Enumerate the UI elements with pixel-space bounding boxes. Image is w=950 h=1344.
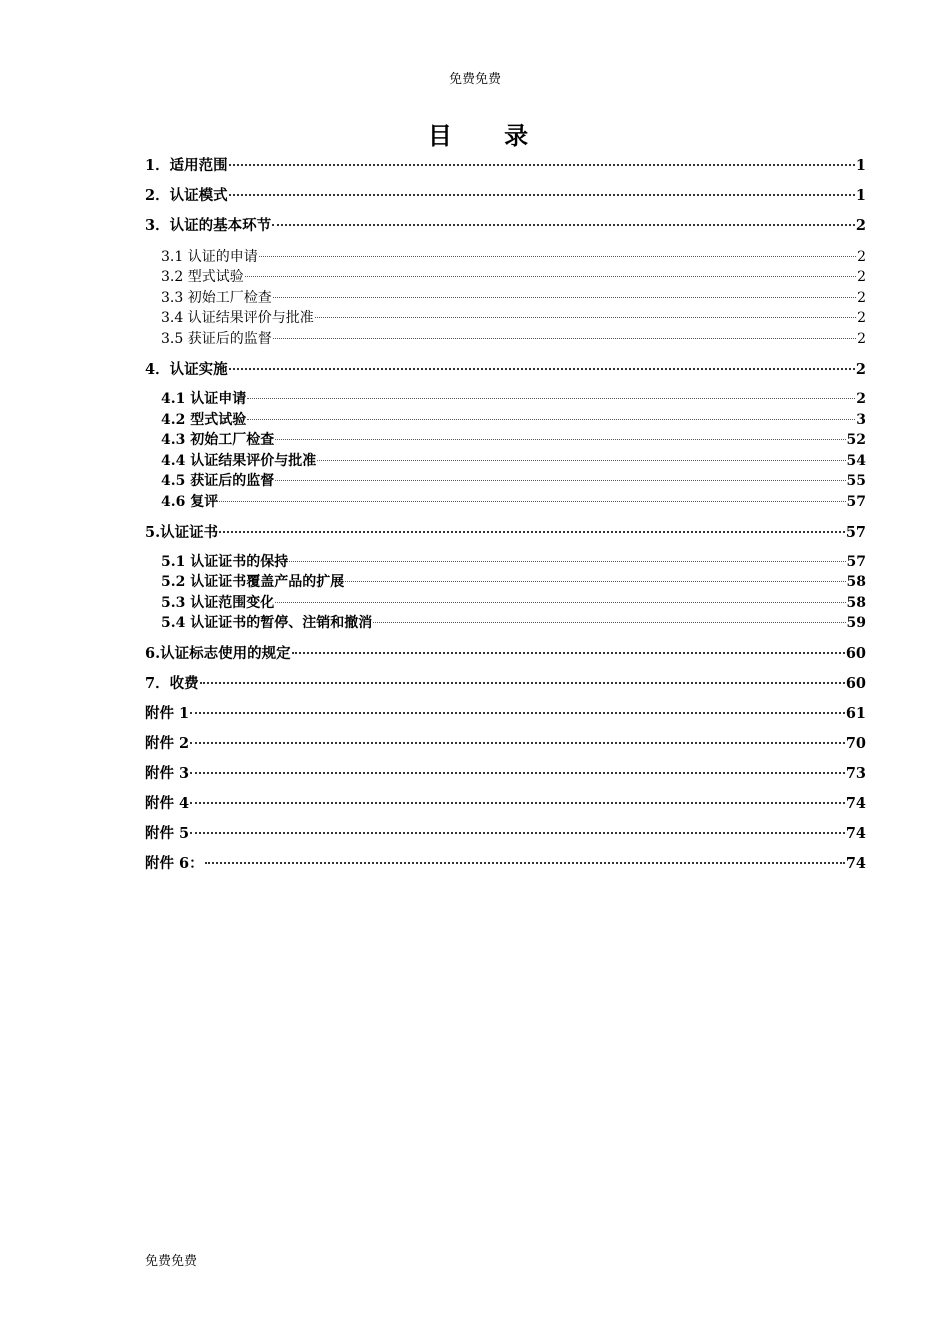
dot-leader (317, 460, 845, 461)
toc-entry-page: 57 (845, 524, 866, 541)
toc-entry-page: 2 (856, 391, 866, 407)
toc-entry-label: 4.2 型式试验 (161, 412, 247, 428)
toc-subentry[interactable] (145, 491, 866, 511)
toc-entry[interactable] (145, 521, 866, 542)
page-footer-note: 免费免费 (145, 1254, 198, 1269)
toc-subentry[interactable] (145, 328, 866, 348)
toc-subentry[interactable] (145, 388, 866, 408)
dot-leader (190, 772, 845, 774)
toc-entry-label: 附件 6： (145, 855, 204, 872)
toc-entry-label: 附件 3 (145, 765, 190, 782)
toc-subentry[interactable] (145, 287, 866, 307)
dot-leader (275, 602, 845, 603)
toc-entry-label: 6.认证标志使用的规定 (145, 645, 291, 662)
toc-entry-label: 5.4 认证证书的暂停、注销和撤消 (161, 615, 373, 631)
page-header-note: 免费免费 (448, 72, 501, 87)
dot-leader (190, 832, 845, 834)
toc-entry-page: 60 (845, 675, 866, 692)
toc-entry-page: 74 (845, 795, 866, 812)
toc-entry-page: 3 (856, 412, 866, 428)
toc-entry-page: 57 (846, 554, 866, 570)
toc-entry-page: 2 (857, 331, 866, 347)
toc-title: 目 录 (427, 121, 551, 150)
toc-entry-label: 5.1 认证证书的保持 (161, 554, 289, 570)
toc-entry-label: 3．认证的基本环节 (145, 217, 272, 234)
toc-entry[interactable] (145, 184, 866, 205)
toc-subentry[interactable] (145, 592, 866, 612)
toc-entry[interactable] (145, 214, 866, 235)
dot-leader (292, 652, 845, 654)
toc-entry-page: 1 (855, 187, 866, 204)
dot-leader (273, 338, 856, 339)
dot-leader (229, 368, 855, 370)
toc-entry-label: 3.1 认证的申请 (161, 249, 258, 265)
toc-subentry[interactable] (145, 409, 866, 429)
toc-entry[interactable] (145, 822, 866, 843)
toc-entry[interactable] (145, 762, 866, 783)
toc-entry-page: 58 (846, 595, 866, 611)
toc-entry-label: 5.2 认证证书覆盖产品的扩展 (161, 574, 345, 590)
toc-entry[interactable] (145, 702, 866, 723)
toc-entry[interactable] (145, 732, 866, 753)
toc-entry-label: 4.6 复评 (161, 494, 219, 510)
toc-entry[interactable] (145, 792, 866, 813)
toc-entry-label: 1．适用范围 (145, 157, 228, 174)
toc-subentry[interactable] (145, 307, 866, 327)
dot-leader (229, 194, 855, 196)
toc-entry-page: 58 (846, 574, 866, 590)
toc-entry-page: 59 (846, 615, 866, 631)
toc-subentry[interactable] (145, 450, 866, 470)
toc-entry[interactable] (145, 642, 866, 663)
toc-entry[interactable] (145, 852, 866, 873)
toc-entry-page: 2 (855, 217, 866, 234)
toc-subentry[interactable] (145, 429, 866, 449)
toc-entry-page: 1 (855, 157, 866, 174)
toc-entry-label: 3.3 初始工厂检查 (161, 290, 272, 306)
dot-leader (273, 297, 856, 298)
toc-entry-label: 4.5 获证后的监督 (161, 473, 275, 489)
toc-entry-page: 2 (857, 249, 866, 265)
dot-leader (275, 439, 845, 440)
toc-subentry[interactable] (145, 470, 866, 490)
toc-entry-label: 附件 2 (145, 735, 190, 752)
toc-entry[interactable] (145, 358, 866, 379)
toc-entry-page: 2 (857, 269, 866, 285)
toc-entry-label: 3.2 型式试验 (161, 269, 244, 285)
dot-leader (200, 682, 845, 684)
toc-entry-page: 60 (845, 645, 866, 662)
toc-entry-page: 55 (846, 473, 866, 489)
toc-entry-page: 70 (845, 735, 866, 752)
toc-entry-label: 4．认证实施 (145, 361, 228, 378)
toc-entry[interactable] (145, 154, 866, 175)
toc-entry-page: 52 (846, 432, 866, 448)
dot-leader (245, 276, 856, 277)
toc-subentry[interactable] (145, 266, 866, 286)
toc-entry-page: 2 (857, 310, 866, 326)
dot-leader (219, 531, 845, 533)
toc-entry-label: 4.3 初始工厂检查 (161, 432, 275, 448)
toc-entry-page: 74 (845, 855, 866, 872)
dot-leader (190, 802, 845, 804)
toc-entry-label: 3.5 获证后的监督 (161, 331, 272, 347)
dot-leader (315, 317, 856, 318)
dot-leader (229, 164, 855, 166)
toc-subentry[interactable] (145, 551, 866, 571)
toc-entry-page: 2 (857, 290, 866, 306)
dot-leader (345, 581, 845, 582)
toc-entry-page: 2 (855, 361, 866, 378)
dot-leader (275, 480, 845, 481)
dot-leader (205, 862, 845, 864)
toc-entry-page: 73 (845, 765, 866, 782)
dot-leader (190, 742, 845, 744)
toc-entry-label: 4.4 认证结果评价与批准 (161, 453, 317, 469)
toc-subentry[interactable] (145, 246, 866, 266)
toc-entry-page: 74 (845, 825, 866, 842)
toc-entry-label: 5.3 认证范围变化 (161, 595, 275, 611)
toc-entry-page: 61 (845, 705, 866, 722)
toc-entry-page: 54 (846, 453, 866, 469)
toc-entry-label: 5.认证证书 (145, 524, 219, 541)
toc-subentry[interactable] (145, 612, 866, 632)
dot-leader (190, 712, 845, 714)
dot-leader (219, 501, 845, 502)
toc-entry-label: 附件 4 (145, 795, 190, 812)
dot-leader (247, 398, 855, 399)
dot-leader (247, 419, 855, 420)
toc-entry-label: 7．收费 (145, 675, 199, 692)
dot-leader (272, 224, 855, 226)
toc-subentry[interactable] (145, 571, 866, 591)
dot-leader (289, 561, 845, 562)
toc-entry[interactable] (145, 672, 866, 693)
toc-entry-page: 57 (846, 494, 866, 510)
toc-entry-label: 2．认证模式 (145, 187, 228, 204)
toc-entry-label: 附件 1 (145, 705, 190, 722)
toc-entry-label: 3.4 认证结果评价与批准 (161, 310, 314, 326)
dot-leader (373, 622, 845, 623)
toc-entry-label: 附件 5 (145, 825, 190, 842)
toc-entry-label: 4.1 认证申请 (161, 391, 247, 407)
dot-leader (259, 256, 856, 257)
